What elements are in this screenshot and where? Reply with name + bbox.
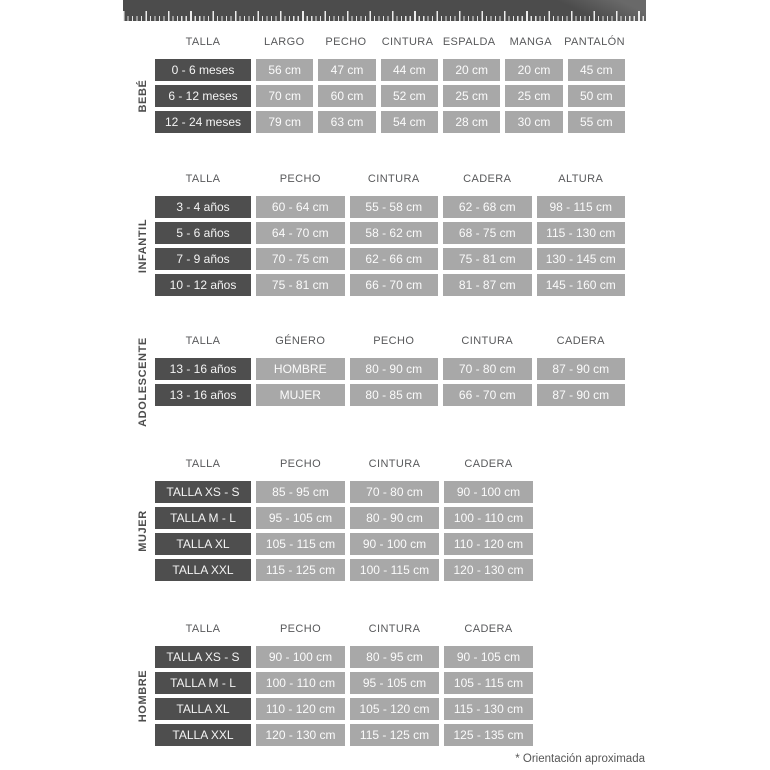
measurement-cell: 70 - 80 cm [443, 358, 532, 380]
measurement-cell: 50 cm [568, 85, 625, 107]
measurement-cell: 68 - 75 cm [443, 222, 532, 244]
measurement-cell: 44 cm [381, 59, 438, 81]
measurement-cell: 81 - 87 cm [443, 274, 532, 296]
measurement-cell: 62 - 66 cm [350, 248, 439, 270]
measurement-cell: 75 - 81 cm [443, 248, 532, 270]
measurement-cell: 80 - 95 cm [350, 646, 439, 668]
column-header: TALLA [185, 623, 221, 635]
measurement-cell: 80 - 90 cm [350, 358, 439, 380]
measurement-cell: 56 cm [256, 59, 313, 81]
size-label-cell: TALLA M - L [155, 507, 251, 529]
measurement-cell: 70 cm [256, 85, 313, 107]
category-label-mujer: MUJER [137, 510, 149, 552]
size-label-cell: 12 - 24 meses [155, 111, 251, 133]
column-header: CADERA [464, 623, 513, 635]
table-body [155, 646, 533, 746]
column-header: PECHO [325, 36, 367, 48]
measurement-cell: 105 - 115 cm [256, 533, 345, 555]
measurement-cell: 110 - 120 cm [256, 698, 345, 720]
column-header: ALTURA [558, 173, 604, 185]
table-row [155, 222, 625, 244]
table-body [155, 196, 625, 296]
measurement-cell: 120 - 130 cm [444, 559, 533, 581]
size-label-cell: TALLA XS - S [155, 646, 251, 668]
measurement-cell: 54 cm [381, 111, 438, 133]
measurement-cell: 80 - 85 cm [350, 384, 439, 406]
measurement-cell: 28 cm [443, 111, 500, 133]
column-header: MANGA [509, 36, 552, 48]
measurement-cell: 47 cm [318, 59, 375, 81]
measurement-cell: 90 - 100 cm [256, 646, 345, 668]
size-label-cell: TALLA XL [155, 533, 251, 555]
size-label-cell: TALLA XL [155, 698, 251, 720]
measurement-cell: 52 cm [381, 85, 438, 107]
measurement-cell: 98 - 115 cm [537, 196, 626, 218]
column-header: PECHO [373, 335, 415, 347]
measurement-cell: 115 - 125 cm [256, 559, 345, 581]
column-header: CINTURA [367, 173, 420, 185]
table-row [155, 533, 533, 555]
measurement-cell: 25 cm [443, 85, 500, 107]
column-header: PECHO [279, 458, 322, 470]
table-body [155, 59, 625, 133]
size-label-cell: 3 - 4 años [155, 196, 251, 218]
category-label-bebe: BEBÉ [137, 79, 149, 113]
size-label-cell: TALLA M - L [155, 672, 251, 694]
size-label-cell: 7 - 9 años [155, 248, 251, 270]
measurement-cell: 100 - 110 cm [444, 507, 533, 529]
measurement-cell: 70 - 80 cm [350, 481, 439, 503]
measurement-cell: 75 - 81 cm [256, 274, 345, 296]
table-row [155, 646, 533, 668]
measurement-cell: 110 - 120 cm [444, 533, 533, 555]
table-header-row [155, 622, 533, 636]
table-header-row [155, 457, 533, 471]
measurement-cell: 100 - 110 cm [256, 672, 345, 694]
measurement-cell: 90 - 100 cm [444, 481, 533, 503]
size-label-cell: 13 - 16 años [155, 384, 251, 406]
table-body [155, 481, 533, 581]
size-label-cell: 5 - 6 años [155, 222, 251, 244]
column-header: CINTURA [368, 623, 421, 635]
size-label-cell: TALLA XXL [155, 559, 251, 581]
measurement-cell: HOMBRE [256, 358, 345, 380]
table-row [155, 698, 533, 720]
measurement-cell: 20 cm [443, 59, 500, 81]
column-header: TALLA [185, 458, 221, 470]
table-row [155, 85, 625, 107]
size-table-infantil [137, 172, 625, 296]
table-row [155, 274, 625, 296]
size-label-cell: 6 - 12 meses [155, 85, 251, 107]
size-label-cell: 0 - 6 meses [155, 59, 251, 81]
category-label-hombre: HOMBRE [137, 669, 149, 723]
column-header: CADERA [556, 335, 605, 347]
footnote-text: * Orientación aproximada [515, 753, 645, 765]
column-header: TALLA [185, 36, 221, 48]
table-header-row [155, 334, 625, 348]
column-header: PECHO [279, 623, 322, 635]
measurement-cell: 95 - 105 cm [256, 507, 345, 529]
measurement-cell: 62 - 68 cm [443, 196, 532, 218]
column-header: GÉNERO [275, 335, 326, 347]
table-row [155, 111, 625, 133]
measurement-cell: 100 - 115 cm [350, 559, 439, 581]
measurement-cell: 120 - 130 cm [256, 724, 345, 746]
size-label-cell: 10 - 12 años [155, 274, 251, 296]
size-table-bebe [137, 35, 625, 133]
measurement-cell: 63 cm [318, 111, 375, 133]
column-header: CINTURA [461, 335, 514, 347]
category-label-adolescente: ADOLESCENTE [137, 337, 149, 427]
table-row [155, 481, 533, 503]
measurement-cell: 115 - 130 cm [444, 698, 533, 720]
measurement-cell: 66 - 70 cm [443, 384, 532, 406]
category-label-infantil: INFANTIL [137, 218, 149, 274]
column-header: PANTALÓN [564, 36, 625, 48]
measurement-cell: 70 - 75 cm [256, 248, 345, 270]
measurement-cell: 25 cm [505, 85, 562, 107]
measurement-cell: 145 - 160 cm [537, 274, 626, 296]
measurement-cell: 115 - 130 cm [537, 222, 626, 244]
table-header-row [155, 172, 625, 186]
table-row [155, 672, 533, 694]
measurement-cell: 45 cm [568, 59, 625, 81]
measurement-cell: 60 cm [318, 85, 375, 107]
measurement-cell: 85 - 95 cm [256, 481, 345, 503]
measurement-cell: 60 - 64 cm [256, 196, 345, 218]
measurement-cell: 87 - 90 cm [537, 358, 626, 380]
column-header: TALLA [185, 335, 221, 347]
table-row [155, 358, 625, 380]
table-header-row [155, 35, 625, 49]
measurement-cell: 66 - 70 cm [350, 274, 439, 296]
measurement-cell: 105 - 120 cm [350, 698, 439, 720]
measurement-cell: 55 cm [568, 111, 625, 133]
measurement-cell: 79 cm [256, 111, 313, 133]
measurement-cell: 125 - 135 cm [444, 724, 533, 746]
table-row [155, 507, 533, 529]
column-header: CADERA [464, 458, 513, 470]
measurement-cell: 30 cm [505, 111, 562, 133]
column-header: ESPALDA [442, 36, 496, 48]
measurement-cell: 115 - 125 cm [350, 724, 439, 746]
size-table-hombre [137, 622, 533, 746]
size-table-adolescente [137, 334, 625, 427]
table-row [155, 248, 625, 270]
column-header: PECHO [279, 173, 321, 185]
measurement-cell: 58 - 62 cm [350, 222, 439, 244]
table-row [155, 196, 625, 218]
table-row [155, 559, 533, 581]
measurement-cell: 130 - 145 cm [537, 248, 626, 270]
size-label-cell: TALLA XXL [155, 724, 251, 746]
size-table-mujer [137, 457, 533, 581]
measurement-cell: 105 - 115 cm [444, 672, 533, 694]
measurement-cell: 64 - 70 cm [256, 222, 345, 244]
column-header: CADERA [463, 173, 512, 185]
measurement-cell: 80 - 90 cm [350, 507, 439, 529]
column-header: CINTURA [368, 458, 421, 470]
table-row [155, 59, 625, 81]
table-body [155, 358, 625, 406]
column-header: LARGO [264, 36, 305, 48]
measurement-cell: 20 cm [505, 59, 562, 81]
measurement-cell: 55 - 58 cm [350, 196, 439, 218]
column-header: TALLA [185, 173, 221, 185]
measurement-cell: 95 - 105 cm [350, 672, 439, 694]
measurement-cell: 87 - 90 cm [537, 384, 626, 406]
table-row [155, 724, 533, 746]
measurement-cell: 90 - 105 cm [444, 646, 533, 668]
table-row [155, 384, 625, 406]
column-header: CINTURA [381, 36, 434, 48]
measuring-ruler-icon [123, 0, 646, 21]
measurement-cell: MUJER [256, 384, 345, 406]
size-label-cell: 13 - 16 años [155, 358, 251, 380]
measurement-cell: 90 - 100 cm [350, 533, 439, 555]
size-label-cell: TALLA XS - S [155, 481, 251, 503]
